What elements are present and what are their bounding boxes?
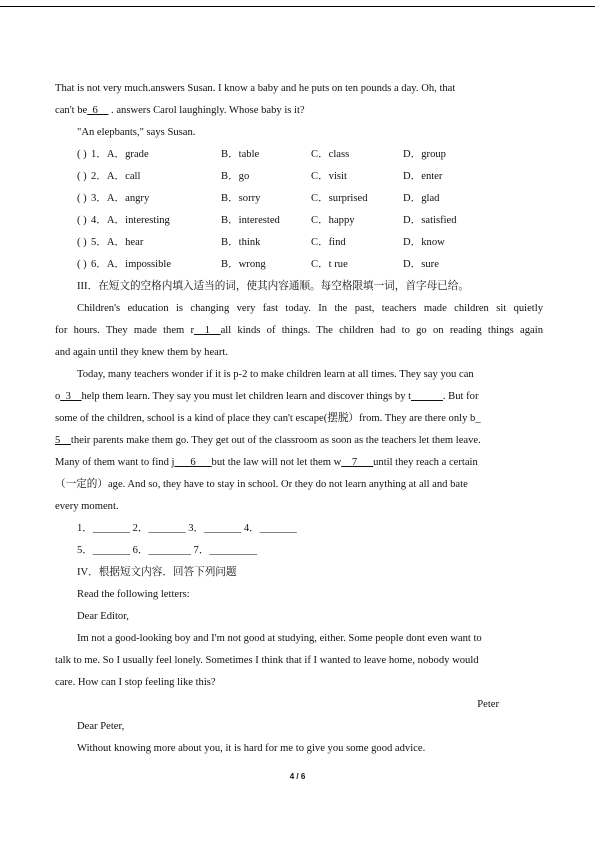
blank: __7___: [341, 457, 374, 468]
paragraph-line: some of the children, school is a kind of place they can't escape(摆脱）from. They are there only b_: [55, 413, 481, 424]
letter-salutation: Dear Editor,: [77, 611, 129, 622]
letter-line: care. How can I stop feeling like this?: [55, 677, 216, 688]
paragraph-line: Read the following letters:: [77, 589, 190, 600]
letter-line: talk to me. So I usually feel lonely. Sometimes I think that if I wanted to leave home, nobody would: [55, 655, 479, 666]
paragraph-line: Today, many teachers wonder if it is p-2 to make children learn at all times. They say you can: [77, 369, 474, 380]
letter-line: Without knowing more about you, it is hard for me to give you some good advice.: [77, 743, 426, 754]
passage-line: [55, 100, 543, 122]
option-c: C．t rue: [311, 259, 348, 270]
answer-blanks: 5．_______ 6．________ 7．_________: [77, 545, 258, 556]
option-b: B．wrong: [221, 259, 266, 270]
text: help them learn. They say you must let children learn and discover things by t: [81, 391, 412, 402]
text: but the law will not let them w: [211, 457, 342, 468]
answer-blanks: 1．_______ 2．_______ 3．_______ 4．_______: [77, 523, 297, 534]
paragraph-line: [55, 430, 543, 452]
blank: ______: [411, 391, 443, 402]
text: can't be: [55, 105, 88, 116]
blank: _3__: [60, 391, 82, 402]
option-d: D．enter: [403, 171, 443, 182]
paragraph-line: [55, 386, 543, 408]
blank: __1__: [194, 325, 221, 336]
option-d: D．sure: [403, 259, 439, 270]
letter-signature: Peter: [477, 699, 499, 710]
option-paren: ( ): [77, 237, 87, 248]
option-b: B．think: [221, 237, 261, 248]
option-c: C．surprised: [311, 193, 368, 204]
option-num: 4．A．interesting: [91, 215, 170, 226]
text: . answers Carol laughingly. Whose baby is it?: [108, 105, 305, 116]
text: . But for: [442, 391, 479, 402]
paragraph-line: [55, 320, 543, 342]
paragraph-line: [55, 452, 543, 474]
letter-line: Im not a good-looking boy and I'm not good at studying, either. Some people dont even want to: [77, 633, 482, 644]
option-d: D．satisfied: [403, 215, 457, 226]
option-b: B．sorry: [221, 193, 261, 204]
paragraph-line: and again until they knew them by heart.: [55, 347, 228, 358]
text: until they reach a certain: [373, 457, 478, 468]
paragraph-line: （一定的）age. And so, they have to stay in school. Or they do not learn anything at all and bate: [55, 479, 468, 490]
text: for hours. They made them r: [55, 325, 195, 336]
option-d: D．glad: [403, 193, 440, 204]
option-c: C．visit: [311, 171, 347, 182]
top-rule: [0, 6, 595, 7]
passage-line: That is not very much.answers Susan. I know a baby and he puts on ten pounds a day. Oh, that: [55, 83, 456, 94]
document-body: [55, 78, 543, 760]
section-heading: III．在短文的空格内填入适当的词，使其内容通顺。每空格限填一词，首字母已给。: [77, 281, 469, 292]
options-list: [55, 144, 543, 276]
option-num: 2．A．call: [91, 171, 141, 182]
option-b: B．interested: [221, 215, 280, 226]
option-paren: ( ): [77, 215, 87, 226]
option-paren: ( ): [77, 171, 87, 182]
paragraph-line: Children's education is changing very fast today. In the past, teachers made children sit quietly: [77, 303, 543, 314]
section-heading: IV．根据短文内容．回答下列问题: [77, 567, 237, 578]
blank: ___6___: [174, 457, 212, 468]
text: their parents make them go. They get out of the classroom as soon as the teachers let them leave.: [70, 435, 481, 446]
blank: _6__: [87, 105, 109, 116]
option-paren: ( ): [77, 259, 87, 270]
option-row: [55, 144, 543, 166]
option-paren: ( ): [77, 149, 87, 160]
option-num: 6．A．impossible: [91, 259, 172, 270]
option-row: [55, 188, 543, 210]
blank: 5__: [55, 435, 71, 446]
option-num: 3．A．angry: [91, 193, 150, 204]
option-num: 5．A．hear: [91, 237, 144, 248]
option-paren: ( ): [77, 193, 87, 204]
letter-salutation: Dear Peter,: [77, 721, 125, 732]
option-b: B．go: [221, 171, 250, 182]
option-c: C．class: [311, 149, 350, 160]
option-d: D．group: [403, 149, 446, 160]
option-b: B．table: [221, 149, 260, 160]
option-row: [55, 232, 543, 254]
text: o: [55, 391, 61, 402]
option-c: C．find: [311, 237, 346, 248]
option-num: 1．A．grade: [91, 149, 149, 160]
option-row: [55, 254, 543, 276]
option-c: C．happy: [311, 215, 355, 226]
text: all kinds of things. The children had to go on reading things again: [220, 325, 543, 336]
option-row: [55, 166, 543, 188]
option-row: [55, 210, 543, 232]
passage-line: "An elepbants," says Susan.: [77, 127, 196, 138]
page-number: 4 / 6: [289, 772, 306, 781]
text: Many of them want to find j: [55, 457, 175, 468]
paragraph-line: every moment.: [55, 501, 119, 512]
option-d: D．know: [403, 237, 445, 248]
